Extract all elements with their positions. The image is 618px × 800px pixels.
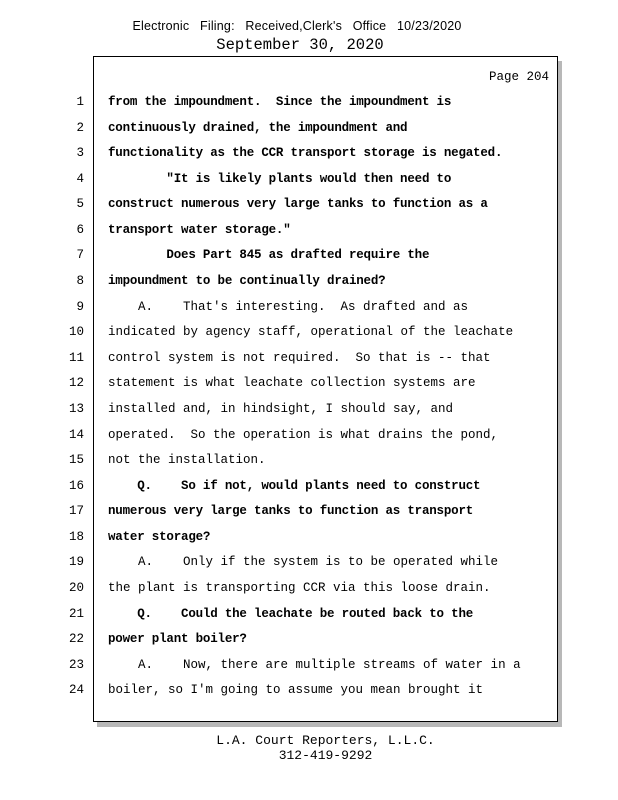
line-number: 15 <box>68 453 84 468</box>
line-number: 5 <box>76 197 84 212</box>
transcript-line-text: not the installation. <box>108 453 266 468</box>
transcript-line-text: A. Only if the system is to be operated while <box>108 555 499 570</box>
transcript-line <box>0 320 618 346</box>
transcript-line <box>0 525 618 551</box>
transcript-line <box>0 627 618 653</box>
transcript-line-text: control system is not required. So that is -- that <box>108 350 491 365</box>
line-number: 17 <box>68 504 84 519</box>
transcript-line <box>0 653 618 679</box>
transcript-line <box>0 141 618 167</box>
transcript-line-text: the plant is transporting CCR via this loose drain. <box>108 580 491 595</box>
transcript-line <box>0 550 618 576</box>
page-number-label: Page 204 <box>488 70 549 84</box>
line-number: 12 <box>68 376 84 391</box>
transcript-line <box>0 397 618 423</box>
transcript-line-text: "It is likely plants would then need to <box>108 171 452 186</box>
line-number: 2 <box>76 120 84 135</box>
court-reporter-phone: 312-419-9292 <box>278 748 373 763</box>
transcript-line-text: construct numerous very large tanks to function as a <box>108 197 488 212</box>
transcript-line-text: water storage? <box>108 529 211 544</box>
transcript-line-text: indicated by agency staff, operational of the leachate <box>108 325 514 340</box>
line-number: 21 <box>68 606 84 621</box>
transcript-line-text: operated. So the operation is what drains the pond, <box>108 427 499 442</box>
line-number: 7 <box>76 248 84 263</box>
line-number: 8 <box>76 274 84 289</box>
line-number: 19 <box>68 555 84 570</box>
line-number: 3 <box>76 146 84 161</box>
transcript-line-text: functionality as the CCR transport storage is negated. <box>108 146 503 161</box>
transcript-line-text: A. That's interesting. As drafted and as <box>108 299 469 314</box>
transcript-line-text: numerous very large tanks to function as transport <box>108 504 474 519</box>
transcript-line-text: Does Part 845 as drafted require the <box>108 248 430 263</box>
line-number: 24 <box>68 683 84 698</box>
line-number: 13 <box>68 401 84 416</box>
transcript-line <box>0 448 618 474</box>
line-number: 10 <box>68 325 84 340</box>
court-reporter-name: L.A. Court Reporters, L.L.C. <box>216 733 435 748</box>
transcript-line-text: continuously drained, the impoundment and <box>108 120 408 135</box>
line-number: 14 <box>68 427 84 442</box>
line-number: 16 <box>68 478 84 493</box>
transcript-line-text: statement is what leachate collection systems are <box>108 376 476 391</box>
transcript-line <box>0 218 618 244</box>
line-number: 4 <box>76 171 84 186</box>
transcript-line <box>0 423 618 449</box>
transcript-line <box>0 243 618 269</box>
line-number: 18 <box>68 529 84 544</box>
transcript-line-text: boiler, so I'm going to assume you mean brought it <box>108 683 484 698</box>
line-number: 1 <box>76 95 84 109</box>
line-number: 20 <box>68 580 84 595</box>
transcript-line-text: Q. Could the leachate be routed back to the <box>108 606 474 621</box>
transcript-line-text: power plant boiler? <box>108 632 247 647</box>
transcript-line-text: from the impoundment. Since the impoundment is <box>108 95 452 109</box>
transcript-line <box>0 499 618 525</box>
transcript-line <box>0 295 618 321</box>
transcript-line-text: A. Now, there are multiple streams of water in a <box>108 657 521 672</box>
transcript-line <box>0 192 618 218</box>
transcript-line <box>0 602 618 628</box>
transcript-line-text: impoundment to be continually drained? <box>108 274 386 289</box>
deposition-date: September 30, 2020 <box>216 36 384 54</box>
transcript-line <box>0 474 618 500</box>
transcript-line-text: transport water storage." <box>108 222 291 237</box>
line-number: 9 <box>76 299 84 314</box>
transcript-line <box>0 116 618 142</box>
transcript-line <box>0 269 618 295</box>
transcript-line <box>0 90 618 116</box>
transcript-line <box>0 678 618 704</box>
line-number: 23 <box>68 657 84 672</box>
transcript-line-text: Q. So if not, would plants need to construct <box>108 478 481 493</box>
transcript-line <box>0 371 618 397</box>
transcript-line <box>0 576 618 602</box>
line-number: 6 <box>76 222 84 237</box>
transcript-line <box>0 167 618 193</box>
transcript-line <box>0 346 618 372</box>
transcript-lines <box>0 90 618 704</box>
line-number: 11 <box>68 350 84 365</box>
efiling-stamp: Electronic Filing: Received,Clerk's Office 10/23/2020 <box>132 19 462 33</box>
transcript-line-text: installed and, in hindsight, I should say, and <box>108 401 454 416</box>
line-number: 22 <box>68 632 84 647</box>
